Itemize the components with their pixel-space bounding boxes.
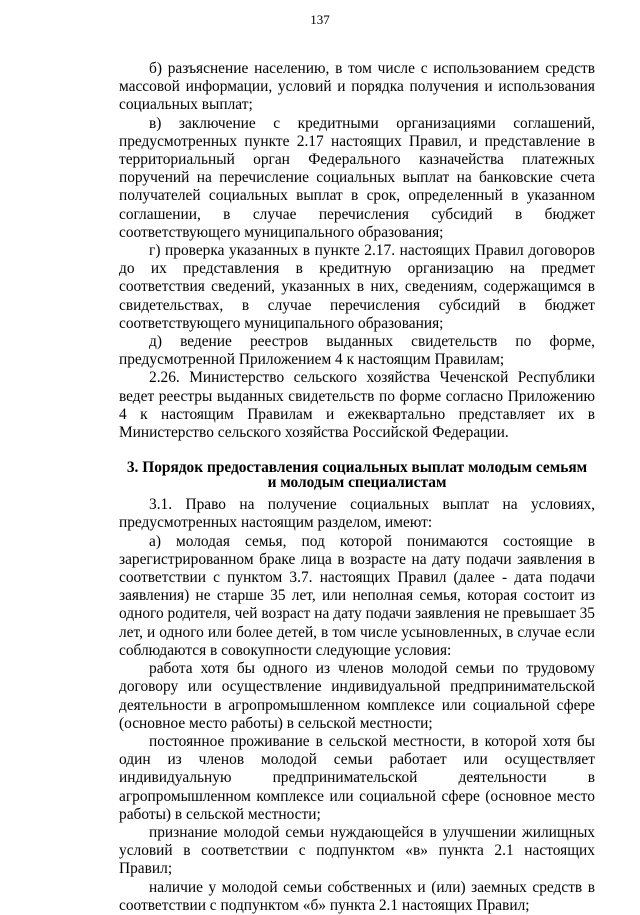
section-heading — [119, 460, 595, 490]
paragraph-a: а) молодая семья, под которой понимаются состоящие в зарегистрированном браке лица в возрасте на дату подачи заявления в соответствии с пунктом 3.7. настоящих Правил (далее - дата подачи заявления) не старше 35 лет, или неполная семья, которая состоит из одного родителя, чей возраст на дату подачи заявления не превышает 35 лет, и одного или более детей, в том числе усыновленных, в случае если соблюдаются в совокупности следующие условия: — [119, 532, 595, 659]
section-heading-line-2: и молодым специалистам — [267, 474, 447, 492]
paragraph-condition-funds: наличие у молодой семьи собственных и (или) заемных средств в соответствии с подпунктом «б» пункта 2.1 настоящих Правил; — [119, 878, 595, 914]
paragraph-g: г) проверка указанных в пункте 2.17. настоящих Правил договоров до их представления в кредитную организацию на предмет соответствия сведений, указанных в них, сведениям, содержащимся в свидетельствах, в случае перечисления субсидий в бюджет соответствующего муниципального образования; — [119, 242, 595, 332]
paragraph-v: в) заключение с кредитными организациями соглашений, предусмотренных пункте 2.17 настоящих Правил, и представление в территориальный орган Федерального казначейства платежных поручений на перечисление социальных выплат на банковские счета получателей социальных выплат в срок, определенный в указанном соглашении, в случае перечисления субсидий в бюджет соответствующего муниципального образования; — [119, 114, 595, 241]
page-number: 137 — [310, 12, 330, 27]
section-heading-line-1: 3. Порядок предоставления социальных выплат молодым семьям — [126, 459, 588, 477]
paragraph-3-1: 3.1. Право на получение социальных выплат на условиях, предусмотренных настоящим разделом, имеют: — [119, 496, 595, 532]
paragraph-condition-housing: признание молодой семьи нуждающейся в улучшении жилищных условий в соответствии с подпунктом «в» пункта 2.1 настоящих Правил; — [119, 823, 595, 878]
paragraph-2-26: 2.26. Министерство сельского хозяйства Чеченской Республики ведет реестры выданных свидетельств по форме согласно Приложению 4 к настоящим Правилам и ежеквартально представляет их в Министерство сельского хозяйства Российской Федерации. — [119, 369, 595, 442]
paragraph-condition-work: работа хотя бы одного из членов молодой семьи по трудовому договору или осуществление индивидуальной предпринимательской деятельности в агропромышленном комплексе или социальной сфере (основное место работы) в сельской местности; — [119, 660, 595, 732]
document-body — [119, 60, 595, 915]
paragraph-d: д) ведение реестров выданных свидетельств по форме, предусмотренной Приложением 4 к настоящим Правилам; — [119, 333, 595, 369]
paragraph-condition-residence: постоянное проживание в сельской местности, в которой хотя бы один из членов молодой семьи работает или осуществляет индивидуальную предпринимательской деятельности в агропромышленном комплексе или социальной сфере (основное место работы) в сельской местности; — [119, 732, 595, 823]
paragraph-b: б) разъяснение населению, в том числе с использованием средств массовой информации, условий и порядка получения и использования социальных выплат; — [119, 60, 595, 114]
